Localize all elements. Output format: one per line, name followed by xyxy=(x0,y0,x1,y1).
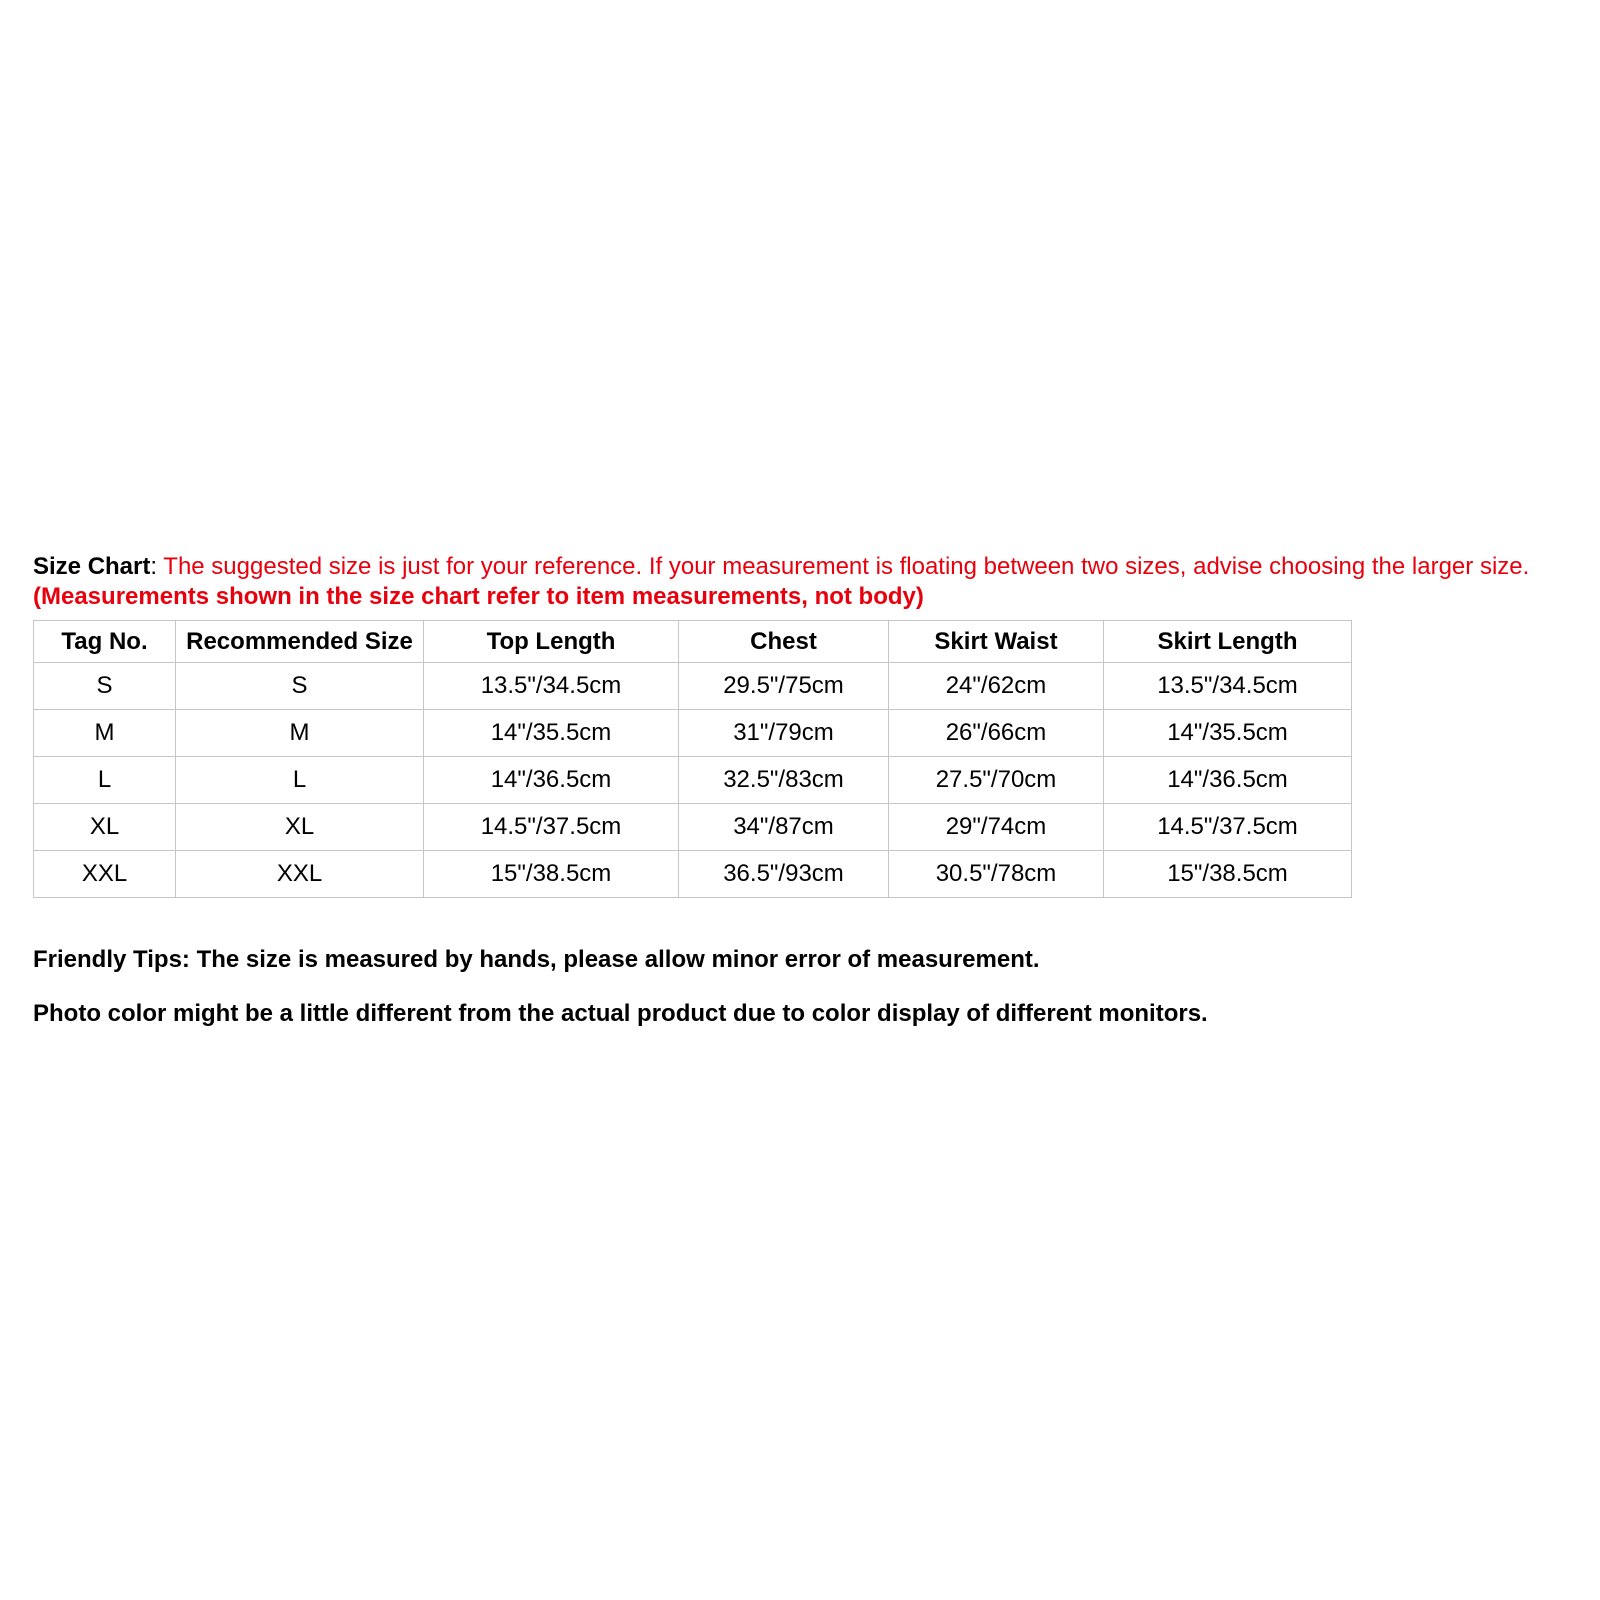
table-cell: XL xyxy=(34,804,176,851)
tip-photo-color: Photo color might be a little different from the actual product due to color display of different monitors. xyxy=(33,1000,1208,1027)
table-cell: XXL xyxy=(176,851,424,898)
tip-measurement: Friendly Tips: The size is measured by hands, please allow minor error of measurement. xyxy=(33,946,1040,973)
size-table-header-row xyxy=(34,621,1352,663)
table-cell: 14.5"/37.5cm xyxy=(1104,804,1352,851)
table-header-cell: Skirt Length xyxy=(1104,621,1352,663)
table-cell: 14"/35.5cm xyxy=(1104,710,1352,757)
table-cell: 15"/38.5cm xyxy=(1104,851,1352,898)
table-cell: S xyxy=(34,663,176,710)
table-cell: 24"/62cm xyxy=(889,663,1104,710)
size-chart-title: Size Chart xyxy=(33,553,151,580)
table-cell: 29"/74cm xyxy=(889,804,1104,851)
table-header-cell: Top Length xyxy=(424,621,679,663)
table-row xyxy=(34,710,1352,757)
table-cell: 27.5"/70cm xyxy=(889,757,1104,804)
size-chart-document xyxy=(33,552,1535,1028)
table-cell: 14"/36.5cm xyxy=(424,757,679,804)
table-header-cell: Skirt Waist xyxy=(889,621,1104,663)
table-cell: 30.5"/78cm xyxy=(889,851,1104,898)
table-cell: M xyxy=(176,710,424,757)
table-header-cell: Tag No. xyxy=(34,621,176,663)
table-cell: L xyxy=(176,757,424,804)
table-header-cell: Recommended Size xyxy=(176,621,424,663)
table-cell: XL xyxy=(176,804,424,851)
table-cell: 15"/38.5cm xyxy=(424,851,679,898)
table-row xyxy=(34,804,1352,851)
table-cell: 29.5"/75cm xyxy=(679,663,889,710)
table-cell: 31"/79cm xyxy=(679,710,889,757)
table-cell: M xyxy=(34,710,176,757)
table-cell: 34"/87cm xyxy=(679,804,889,851)
size-table xyxy=(33,620,1352,898)
size-chart-note: The suggested size is just for your reference. If your measurement is floating between two sizes, advise choosing the larger size. xyxy=(163,553,1530,580)
table-row xyxy=(34,663,1352,710)
table-cell: 14"/35.5cm xyxy=(424,710,679,757)
size-chart-note-bold: (Measurements shown in the size chart refer to item measurements, not body) xyxy=(33,583,924,610)
table-cell: 36.5"/93cm xyxy=(679,851,889,898)
table-cell: 14.5"/37.5cm xyxy=(424,804,679,851)
table-row xyxy=(34,757,1352,804)
table-cell: L xyxy=(34,757,176,804)
table-cell: 14"/36.5cm xyxy=(1104,757,1352,804)
table-cell: 13.5"/34.5cm xyxy=(1104,663,1352,710)
table-cell: 32.5"/83cm xyxy=(679,757,889,804)
table-cell: S xyxy=(176,663,424,710)
table-cell: 26"/66cm xyxy=(889,710,1104,757)
size-chart-intro xyxy=(33,552,1535,612)
table-cell: XXL xyxy=(34,851,176,898)
table-row xyxy=(34,851,1352,898)
friendly-tips xyxy=(33,946,1535,1028)
table-header-cell: Chest xyxy=(679,621,889,663)
table-cell: 13.5"/34.5cm xyxy=(424,663,679,710)
size-table-body xyxy=(34,663,1352,898)
size-chart-colon: : xyxy=(150,553,164,580)
